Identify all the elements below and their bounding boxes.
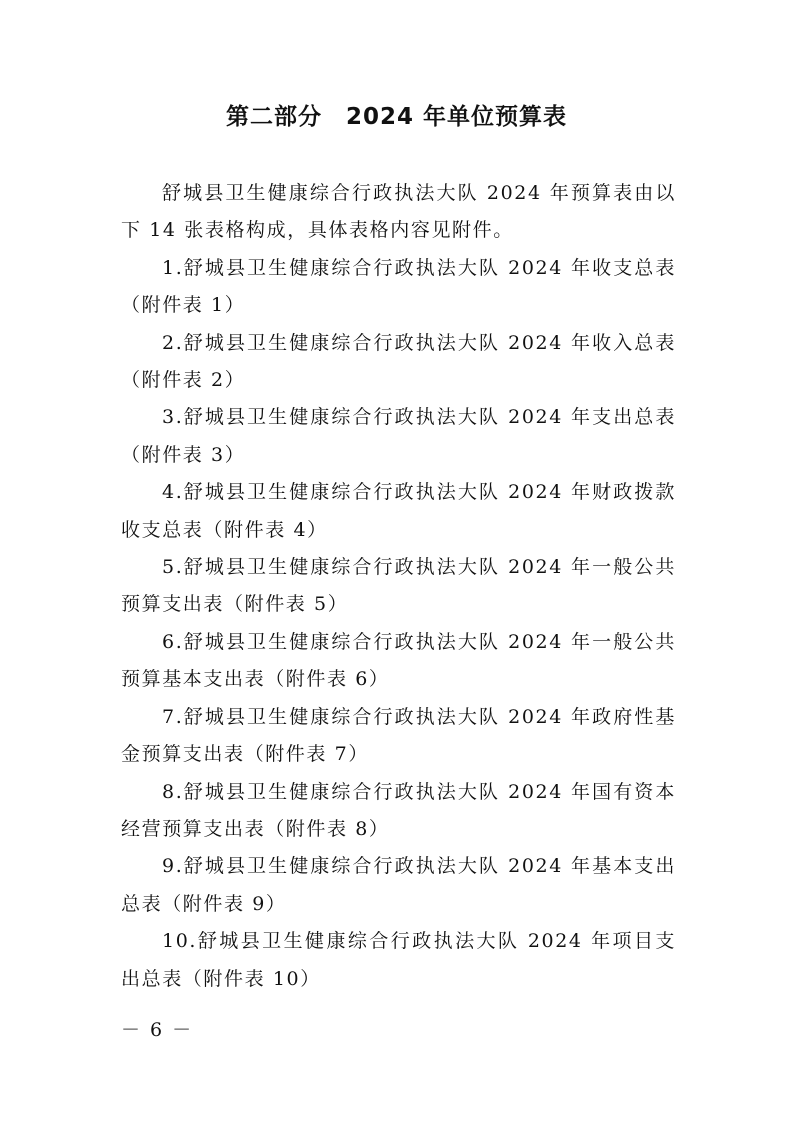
list-item: 2.舒城县卫生健康综合行政执法大队 2024 年收入总表（附件表 2） [121,331,676,392]
document-body [121,175,676,998]
list-item: 5.舒城县卫生健康综合行政执法大队 2024 年一般公共预算支出表（附件表 5） [121,556,676,616]
list-item: 6.舒城县卫生健康综合行政执法大队 2024 年一般公共预算基本支出表（附件表 6） [121,630,676,691]
section-title: 第二部分 2024 年单位预算表 [225,104,568,130]
intro-paragraph: 舒城县卫生健康综合行政执法大队 2024 年预算表由以下 14 张表格构成，具体表格内容见附件。 [121,182,676,242]
list-item: 9.舒城县卫生健康综合行政执法大队 2024 年基本支出总表（附件表 9） [121,855,676,915]
list-item: 10.舒城县卫生健康综合行政执法大队 2024 年项目支出总表（附件表 10） [121,930,676,990]
page-number: － 6 － [121,1019,194,1041]
list-item: 3.舒城县卫生健康综合行政执法大队 2024 年支出总表（附件表 3） [121,406,676,466]
list-item: 1.舒城县卫生健康综合行政执法大队 2024 年收支总表（附件表 1） [121,256,676,317]
list-item: 8.舒城县卫生健康综合行政执法大队 2024 年国有资本经营预算支出表（附件表 8） [121,780,676,840]
list-item: 7.舒城县卫生健康综合行政执法大队 2024 年政府性基金预算支出表（附件表 7） [121,705,676,766]
list-item: 4.舒城县卫生健康综合行政执法大队 2024 年财政拨款收支总表（附件表 4） [121,481,676,541]
